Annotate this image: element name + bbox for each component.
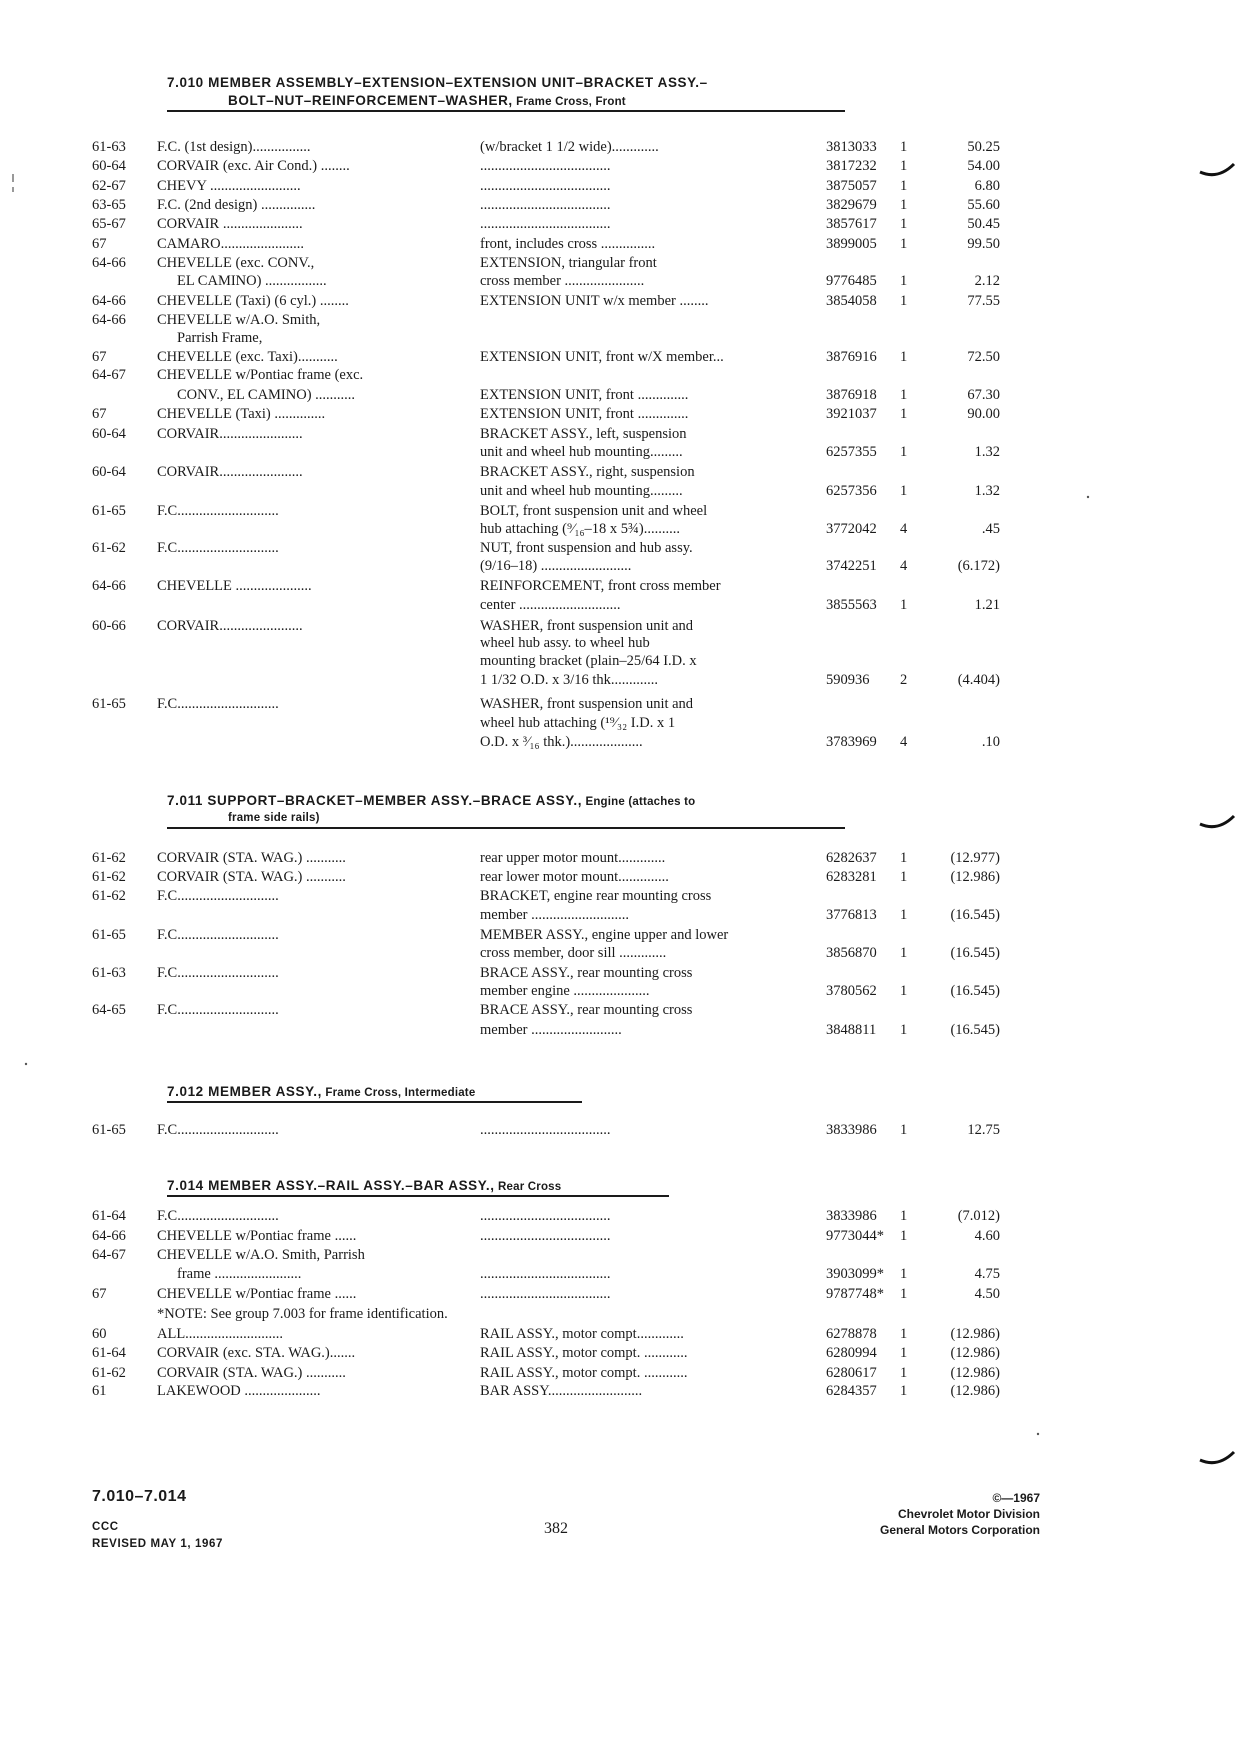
part-number: 3817232	[826, 158, 877, 174]
price: (16.545)	[950, 983, 1000, 999]
model-years: 61-62	[92, 540, 126, 556]
part-description: front, includes cross ...............	[480, 236, 656, 252]
price: 6.80	[974, 178, 1000, 194]
scan-mark	[1198, 810, 1238, 834]
section-7014-rule	[167, 1195, 669, 1197]
footer-corporation: General Motors Corporation	[879, 1523, 1040, 1537]
part-number: 3783969	[826, 734, 877, 750]
part-description: unit and wheel hub mounting.........	[480, 483, 683, 499]
application-continued: frame ........................	[177, 1266, 302, 1282]
application-continued: CONV., EL CAMINO) ...........	[177, 387, 356, 403]
application: CORVAIR (STA. WAG.) ...........	[157, 869, 346, 885]
quantity: 1	[900, 869, 908, 885]
part-number: 6257355	[826, 444, 877, 460]
part-description: center ............................	[480, 597, 621, 613]
application: CORVAIR ......................	[157, 216, 303, 232]
quantity: 1	[900, 1345, 908, 1361]
application: LAKEWOOD .....................	[157, 1383, 321, 1399]
part-description: WASHER, front suspension unit and	[480, 696, 694, 712]
quantity: 1	[900, 483, 908, 499]
part-number: 3833986	[826, 1208, 877, 1224]
price: 50.25	[967, 139, 1000, 155]
part-description: O.D. x ³⁄₁₆ thk.)....................	[480, 734, 643, 750]
part-description: EXTENSION UNIT w/x member ........	[480, 293, 709, 309]
price: (12.986)	[950, 869, 1000, 885]
quantity: 1	[900, 1228, 908, 1244]
part-description: 1 1/32 O.D. x 3/16 thk.............	[480, 672, 659, 688]
model-years: 60	[92, 1326, 107, 1342]
quantity: 4	[900, 521, 908, 537]
price: 1.21	[974, 597, 1000, 613]
part-description: EXTENSION UNIT, front ..............	[480, 406, 689, 422]
part-description: (w/bracket 1 1/2 wide).............	[480, 139, 659, 155]
scan-mark	[1198, 1446, 1238, 1470]
application: CHEVELLE (exc. CONV.,	[157, 255, 315, 271]
part-number: 3780562	[826, 983, 877, 999]
section-7014-title: 7.014 MEMBER ASSY.–RAIL ASSY.–BAR ASSY., Rear Cross	[167, 1178, 562, 1193]
price: 1.32	[974, 483, 1000, 499]
application: CHEVELLE w/A.O. Smith,	[157, 312, 321, 328]
model-years: 61-64	[92, 1208, 126, 1224]
quantity: 1	[900, 273, 908, 289]
part-description: ....................................	[480, 1286, 611, 1302]
model-years: 61-64	[92, 1345, 126, 1361]
part-number: 3899005	[826, 236, 877, 252]
quantity: 1	[900, 139, 908, 155]
section-7010-rule	[167, 110, 845, 112]
price: 12.75	[967, 1122, 1000, 1138]
model-years: 64-66	[92, 255, 126, 271]
part-description: rear upper motor mount.............	[480, 850, 666, 866]
application: CHEVELLE (Taxi) (6 cyl.) ........	[157, 293, 349, 309]
application: CHEVELLE w/Pontiac frame (exc.	[157, 367, 364, 383]
section-7010-title-line2: BOLT–NUT–REINFORCEMENT–WASHER, Frame Cross, Front	[228, 93, 626, 108]
price: (12.986)	[950, 1345, 1000, 1361]
part-description: BRACKET, engine rear mounting cross	[480, 888, 712, 904]
part-description: rear lower motor mount..............	[480, 869, 669, 885]
price: 50.45	[967, 216, 1000, 232]
part-number: 6284357	[826, 1383, 877, 1399]
page-number: 382	[544, 1520, 568, 1537]
part-number: 6257356	[826, 483, 877, 499]
part-description: RAIL ASSY., motor compt.............	[480, 1326, 684, 1342]
application: CHEVELLE w/A.O. Smith, Parrish	[157, 1247, 365, 1263]
quantity: 1	[900, 945, 908, 961]
model-years: 64-67	[92, 1247, 126, 1263]
quantity: 2	[900, 672, 908, 688]
price: (12.986)	[950, 1365, 1000, 1381]
quantity: 1	[900, 1208, 908, 1224]
price: (7.012)	[957, 1208, 1000, 1224]
quantity: 4	[900, 558, 908, 574]
quantity: 1	[900, 1266, 908, 1282]
footer-copyright: ©—1967	[992, 1491, 1040, 1505]
part-description: BRACE ASSY., rear mounting cross	[480, 1002, 693, 1018]
application: F.C............................	[157, 503, 279, 519]
part-description: WASHER, front suspension unit and	[480, 618, 694, 634]
quantity: 1	[900, 444, 908, 460]
quantity: 1	[900, 850, 908, 866]
application: F.C............................	[157, 696, 279, 712]
part-description: BRACE ASSY., rear mounting cross	[480, 965, 693, 981]
price: 4.50	[974, 1286, 1000, 1302]
part-description: cross member ......................	[480, 273, 645, 289]
price: (16.545)	[950, 1022, 1000, 1038]
application-continued: EL CAMINO) .................	[177, 273, 327, 289]
price: (12.986)	[950, 1383, 1000, 1399]
section-7010-title-line1: 7.010 MEMBER ASSEMBLY–EXTENSION–EXTENSION UNIT–BRACKET ASSY.–	[167, 75, 708, 90]
model-years: 64-66	[92, 1228, 126, 1244]
part-number: 3903099*	[826, 1266, 884, 1282]
quantity: 1	[900, 387, 908, 403]
part-number: 3742251	[826, 558, 877, 574]
application: CORVAIR (STA. WAG.) ...........	[157, 1365, 346, 1381]
part-description: RAIL ASSY., motor compt. ............	[480, 1345, 688, 1361]
model-years: 61-65	[92, 927, 126, 943]
part-description: ....................................	[480, 158, 611, 174]
part-number: 6282637	[826, 850, 877, 866]
application-continued: Parrish Frame,	[177, 330, 263, 346]
part-description: mounting bracket (plain–25/64 I.D. x	[480, 653, 697, 669]
scan-mark	[1036, 1432, 1040, 1436]
price: (4.404)	[957, 672, 1000, 688]
application: F.C............................	[157, 540, 279, 556]
quantity: 1	[900, 178, 908, 194]
model-years: 61-63	[92, 139, 126, 155]
part-number: 3848811	[826, 1022, 877, 1038]
quantity: 1	[900, 1326, 908, 1342]
part-number: 9787748*	[826, 1286, 884, 1302]
quantity: 1	[900, 236, 908, 252]
quantity: 1	[900, 597, 908, 613]
price: 4.75	[974, 1266, 1000, 1282]
part-number: 6280994	[826, 1345, 877, 1361]
part-number: 590936	[826, 672, 870, 688]
application: *NOTE: See group 7.003 for frame identification.	[157, 1306, 448, 1322]
part-description: ....................................	[480, 216, 611, 232]
part-description: BAR ASSY..........................	[480, 1383, 643, 1399]
part-description: ....................................	[480, 1228, 611, 1244]
price: .10	[981, 734, 1000, 750]
part-description: EXTENSION, triangular front	[480, 255, 657, 271]
model-years: 61-65	[92, 503, 126, 519]
quantity: 1	[900, 197, 908, 213]
application: F.C............................	[157, 888, 279, 904]
section-7012-title: 7.012 MEMBER ASSY., Frame Cross, Intermediate	[167, 1084, 476, 1099]
part-number: 3857617	[826, 216, 877, 232]
application: F.C............................	[157, 1002, 279, 1018]
application: F.C. (2nd design) ...............	[157, 197, 316, 213]
model-years: 61-62	[92, 888, 126, 904]
quantity: 1	[900, 216, 908, 232]
model-years: 61-62	[92, 850, 126, 866]
quantity: 1	[900, 1122, 908, 1138]
price: (16.545)	[950, 945, 1000, 961]
part-description: EXTENSION UNIT, front w/X member...	[480, 349, 724, 365]
model-years: 60-66	[92, 618, 126, 634]
price: 2.12	[974, 273, 1000, 289]
section-7011-title-line1: 7.011 SUPPORT–BRACKET–MEMBER ASSY.–BRACE ASSY., Engine (attaches to	[167, 793, 696, 808]
model-years: 64-67	[92, 367, 126, 383]
application: CHEVELLE (Taxi) ..............	[157, 406, 326, 422]
part-description: BOLT, front suspension unit and wheel	[480, 503, 708, 519]
model-years: 61-65	[92, 696, 126, 712]
application: CHEVELLE w/Pontiac frame ......	[157, 1228, 357, 1244]
part-description: RAIL ASSY., motor compt. ............	[480, 1365, 688, 1381]
price: 72.50	[967, 349, 1000, 365]
part-description: ....................................	[480, 1208, 611, 1224]
footer-revised: REVISED MAY 1, 1967	[92, 1538, 223, 1550]
footer-division: Chevrolet Motor Division	[897, 1507, 1040, 1521]
footer-section-range: 7.010–7.014	[92, 1488, 187, 1505]
price: 99.50	[967, 236, 1000, 252]
model-years: 60-64	[92, 464, 126, 480]
scan-mark	[10, 172, 16, 194]
application: CORVAIR.......................	[157, 426, 303, 442]
model-years: 64-66	[92, 578, 126, 594]
quantity: 1	[900, 1383, 908, 1399]
quantity: 1	[900, 983, 908, 999]
model-years: 65-67	[92, 216, 126, 232]
part-description: cross member, door sill .............	[480, 945, 667, 961]
part-number: 3876916	[826, 349, 877, 365]
application: CHEVELLE (exc. Taxi)...........	[157, 349, 338, 365]
price: 67.30	[967, 387, 1000, 403]
part-number: 3876918	[826, 387, 877, 403]
quantity: 1	[900, 349, 908, 365]
part-description: ....................................	[480, 197, 611, 213]
model-years: 61-62	[92, 869, 126, 885]
part-description: NUT, front suspension and hub assy.	[480, 540, 693, 556]
application: CORVAIR.......................	[157, 464, 303, 480]
part-number: 3921037	[826, 406, 877, 422]
application: CHEVELLE .....................	[157, 578, 312, 594]
footer-ccc: CCC	[92, 1521, 119, 1533]
part-description: member engine .....................	[480, 983, 650, 999]
application: CORVAIR (exc. Air Cond.) ........	[157, 158, 350, 174]
part-description: wheel hub attaching (¹⁹⁄₃₂ I.D. x 1	[480, 715, 676, 731]
part-description: (9/16–18) .........................	[480, 558, 632, 574]
price: (16.545)	[950, 907, 1000, 923]
application: F.C............................	[157, 1208, 279, 1224]
section-7011-rule	[167, 827, 845, 829]
part-number: 3833986	[826, 1122, 877, 1138]
price: 55.60	[967, 197, 1000, 213]
part-description: ....................................	[480, 1266, 611, 1282]
part-description: EXTENSION UNIT, front ..............	[480, 387, 689, 403]
quantity: 1	[900, 406, 908, 422]
application: CORVAIR (exc. STA. WAG.).......	[157, 1345, 356, 1361]
price: 90.00	[967, 406, 1000, 422]
quantity: 1	[900, 1365, 908, 1381]
part-description: member .........................	[480, 1022, 622, 1038]
application: CAMARO.......................	[157, 236, 305, 252]
model-years: 62-67	[92, 178, 126, 194]
part-number: 3856870	[826, 945, 877, 961]
quantity: 1	[900, 1022, 908, 1038]
application: CHEVY .........................	[157, 178, 301, 194]
application: F.C............................	[157, 927, 279, 943]
scan-mark	[24, 1062, 28, 1066]
model-years: 64-65	[92, 1002, 126, 1018]
part-number: 3829679	[826, 197, 877, 213]
application: F.C. (1st design)................	[157, 139, 311, 155]
scan-mark	[1086, 495, 1090, 499]
part-number: 9776485	[826, 273, 877, 289]
price: 1.32	[974, 444, 1000, 460]
application: ALL...........................	[157, 1326, 284, 1342]
part-number: 6278878	[826, 1326, 877, 1342]
footer-copyright-block	[880, 1490, 1040, 1538]
scan-mark	[1198, 158, 1238, 182]
part-description: unit and wheel hub mounting.........	[480, 444, 683, 460]
part-description: BRACKET ASSY., left, suspension	[480, 426, 687, 442]
part-number: 3855563	[826, 597, 877, 613]
application: CHEVELLE w/Pontiac frame ......	[157, 1286, 357, 1302]
quantity: 1	[900, 1286, 908, 1302]
quantity: 4	[900, 734, 908, 750]
price: 77.55	[967, 293, 1000, 309]
price: (12.986)	[950, 1326, 1000, 1342]
model-years: 67	[92, 349, 107, 365]
application: CORVAIR.......................	[157, 618, 303, 634]
part-description: MEMBER ASSY., engine upper and lower	[480, 927, 729, 943]
part-description: BRACKET ASSY., right, suspension	[480, 464, 695, 480]
application: F.C............................	[157, 965, 279, 981]
model-years: 67	[92, 1286, 107, 1302]
application: F.C............................	[157, 1122, 279, 1138]
part-number: 6280617	[826, 1365, 877, 1381]
model-years: 61-63	[92, 965, 126, 981]
part-description: ....................................	[480, 1122, 611, 1138]
model-years: 60-64	[92, 426, 126, 442]
part-number: 9773044*	[826, 1228, 884, 1244]
part-number: 6283281	[826, 869, 877, 885]
price: (6.172)	[957, 558, 1000, 574]
quantity: 1	[900, 158, 908, 174]
part-description: hub attaching (⁹⁄₁₆–18 x 5¾)..........	[480, 521, 681, 537]
model-years: 64-66	[92, 293, 126, 309]
part-number: 3813033	[826, 139, 877, 155]
model-years: 67	[92, 236, 107, 252]
quantity: 1	[900, 907, 908, 923]
price: (12.977)	[950, 850, 1000, 866]
price: 54.00	[967, 158, 1000, 174]
part-number: 3772042	[826, 521, 877, 537]
part-description: wheel hub assy. to wheel hub	[480, 635, 650, 651]
model-years: 61-65	[92, 1122, 126, 1138]
model-years: 61	[92, 1383, 107, 1399]
part-number: 3854058	[826, 293, 877, 309]
model-years: 61-62	[92, 1365, 126, 1381]
price: 4.60	[974, 1228, 1000, 1244]
part-description: member ...........................	[480, 907, 630, 923]
part-number: 3776813	[826, 907, 877, 923]
section-7012-rule	[167, 1101, 582, 1103]
model-years: 63-65	[92, 197, 126, 213]
application: CORVAIR (STA. WAG.) ...........	[157, 850, 346, 866]
model-years: 64-66	[92, 312, 126, 328]
section-7011-title-line2: frame side rails)	[228, 812, 320, 824]
part-number: 3875057	[826, 178, 877, 194]
price: .45	[981, 521, 1000, 537]
model-years: 67	[92, 406, 107, 422]
part-description: REINFORCEMENT, front cross member	[480, 578, 721, 594]
quantity: 1	[900, 293, 908, 309]
model-years: 60-64	[92, 158, 126, 174]
part-description: ....................................	[480, 178, 611, 194]
